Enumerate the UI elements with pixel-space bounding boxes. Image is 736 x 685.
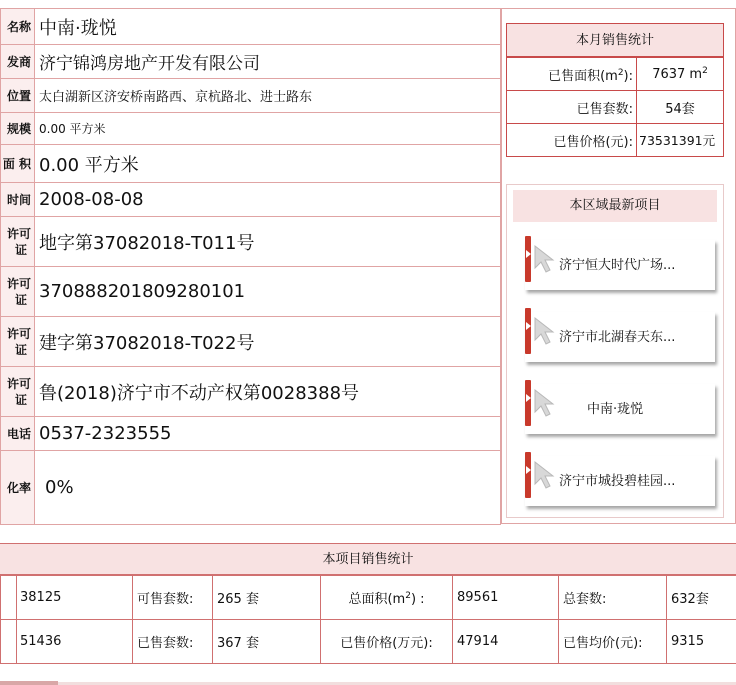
sold-units-label: 已售套数: bbox=[133, 620, 213, 664]
monthly-sales-stats bbox=[506, 23, 724, 157]
info-row-area bbox=[1, 145, 501, 183]
sold-area-label-sup: 2 bbox=[617, 67, 624, 78]
project-stats-table bbox=[0, 575, 736, 664]
total-units-label: 总套数: bbox=[559, 576, 667, 620]
info-row-permit-1 bbox=[1, 217, 501, 267]
project-stats-row bbox=[1, 576, 736, 620]
monthly-stats-title: 本月销售统计 bbox=[506, 23, 724, 57]
cursor-arrow-icon bbox=[533, 316, 557, 346]
avg-price-label: 已售均价(元): bbox=[559, 620, 667, 664]
info-row-permit-4 bbox=[1, 367, 501, 417]
permit-4-label-line2: 证 bbox=[14, 392, 27, 407]
location-label: 位置 bbox=[1, 79, 35, 113]
permit-2-label-line2: 证 bbox=[14, 292, 27, 307]
permit-1-label-line2: 证 bbox=[14, 242, 27, 257]
ratio-value: 0% bbox=[35, 451, 501, 525]
sold-units-value: 367 套 bbox=[213, 620, 321, 664]
sold-area-label bbox=[507, 58, 637, 91]
info-row-phone bbox=[1, 417, 501, 451]
sold-price-label: 已售价格(万元): bbox=[321, 620, 453, 664]
project-info-table bbox=[0, 8, 501, 525]
latest-project-name[interactable]: 济宁恒大时代广场... bbox=[559, 258, 676, 273]
empty-cell bbox=[1, 620, 17, 664]
developer-label: 发商 bbox=[1, 45, 35, 79]
permit-1-label-line1: 许可 bbox=[6, 226, 31, 241]
info-row-ratio bbox=[1, 451, 501, 525]
stat-value: 38125 bbox=[17, 576, 133, 620]
monthly-row-units bbox=[507, 91, 724, 124]
info-row-permit-3 bbox=[1, 317, 501, 367]
total-area-value: 89561 bbox=[453, 576, 559, 620]
latest-project-name[interactable]: 济宁市北湖春天东... bbox=[559, 330, 676, 345]
permit-1-value: 地字第37082018-T011号 bbox=[35, 217, 501, 267]
project-name-value: 中南·珑悦 bbox=[35, 9, 501, 45]
permit-2-value: 370888201809280101 bbox=[35, 267, 501, 317]
info-row-location bbox=[1, 79, 501, 113]
red-marker-icon bbox=[525, 236, 531, 282]
available-units-value: 265 套 bbox=[213, 576, 321, 620]
permit-3-label bbox=[1, 317, 35, 367]
latest-project-card[interactable] bbox=[525, 312, 715, 362]
sold-units-value: 54套 bbox=[637, 91, 724, 124]
permit-1-label bbox=[1, 217, 35, 267]
latest-projects-title: 本区域最新项目 bbox=[513, 190, 717, 222]
right-panel bbox=[501, 8, 736, 524]
latest-project-name[interactable]: 中南·珑悦 bbox=[587, 402, 644, 417]
sold-area-label-end: ): bbox=[623, 68, 633, 84]
sold-price-label: 已售价格(元): bbox=[507, 124, 637, 157]
phone-value: 0537-2323555 bbox=[35, 417, 501, 451]
latest-project-card[interactable] bbox=[525, 456, 715, 506]
latest-project-card[interactable] bbox=[525, 240, 715, 290]
location-value: 太白湖新区济安桥南路西、京杭路北、进士路东 bbox=[35, 79, 501, 113]
info-row-scale bbox=[1, 113, 501, 145]
total-area-label-end: ) : bbox=[410, 592, 425, 607]
permit-2-label-line1: 许可 bbox=[6, 276, 31, 291]
stat-value: 51436 bbox=[17, 620, 133, 664]
permit-3-value: 建字第37082018-T022号 bbox=[35, 317, 501, 367]
info-row-time bbox=[1, 183, 501, 217]
permit-2-label bbox=[1, 267, 35, 317]
scale-value: 0.00 平方米 bbox=[35, 113, 501, 145]
ratio-label: 化率 bbox=[1, 451, 35, 525]
name-label: 名称 bbox=[1, 9, 35, 45]
empty-cell bbox=[1, 576, 17, 620]
project-stats-row bbox=[1, 620, 736, 664]
latest-project-name[interactable]: 济宁市城投碧桂园... bbox=[559, 474, 676, 489]
footer-tab bbox=[0, 681, 58, 685]
permit-4-value: 鲁(2018)济宁市不动产权第0028388号 bbox=[35, 367, 501, 417]
avg-price-value: 9315 bbox=[667, 620, 736, 664]
monthly-row-area bbox=[507, 58, 724, 91]
cursor-arrow-icon bbox=[533, 244, 557, 274]
sold-area-value-sup: 2 bbox=[702, 66, 708, 76]
total-area-label-text: 总面积(m bbox=[348, 592, 406, 607]
total-units-value: 632套 bbox=[667, 576, 736, 620]
latest-projects-box bbox=[506, 184, 724, 518]
latest-project-card[interactable] bbox=[525, 384, 715, 434]
info-row-permit-2 bbox=[1, 267, 501, 317]
sold-area-value bbox=[637, 58, 724, 91]
permit-3-label-line1: 许可 bbox=[6, 326, 31, 341]
info-row-developer bbox=[1, 45, 501, 79]
available-units-label: 可售套数: bbox=[133, 576, 213, 620]
sold-price-value: 73531391元 bbox=[637, 124, 724, 157]
project-stats-title: 本项目销售统计 bbox=[0, 544, 736, 575]
sold-area-value-text: 7637 m bbox=[652, 67, 703, 82]
permit-4-label-line1: 许可 bbox=[6, 376, 31, 391]
permit-3-label-line2: 证 bbox=[14, 342, 27, 357]
cursor-arrow-icon bbox=[533, 460, 557, 490]
sold-price-value: 47914 bbox=[453, 620, 559, 664]
developer-value: 济宁锦鸿房地产开发有限公司 bbox=[35, 45, 501, 79]
time-value: 2008-08-08 bbox=[35, 183, 501, 217]
project-sales-stats bbox=[0, 543, 736, 663]
total-area-label-sup: 2 bbox=[405, 591, 411, 601]
time-label: 时间 bbox=[1, 183, 35, 217]
area-label: 面 积 bbox=[1, 145, 35, 183]
monthly-row-price bbox=[507, 124, 724, 157]
red-marker-icon bbox=[525, 380, 531, 426]
cursor-arrow-icon bbox=[533, 388, 557, 418]
sold-area-label-text: 已售面积(m bbox=[548, 68, 618, 84]
permit-4-label bbox=[1, 367, 35, 417]
total-area-label bbox=[321, 576, 453, 620]
red-marker-icon bbox=[525, 308, 531, 354]
red-marker-icon bbox=[525, 452, 531, 498]
scale-label: 规模 bbox=[1, 113, 35, 145]
info-row-name bbox=[1, 9, 501, 45]
phone-label: 电话 bbox=[1, 417, 35, 451]
sold-units-label: 已售套数: bbox=[507, 91, 637, 124]
area-value: 0.00 平方米 bbox=[35, 145, 501, 183]
monthly-stats-table bbox=[506, 57, 724, 157]
